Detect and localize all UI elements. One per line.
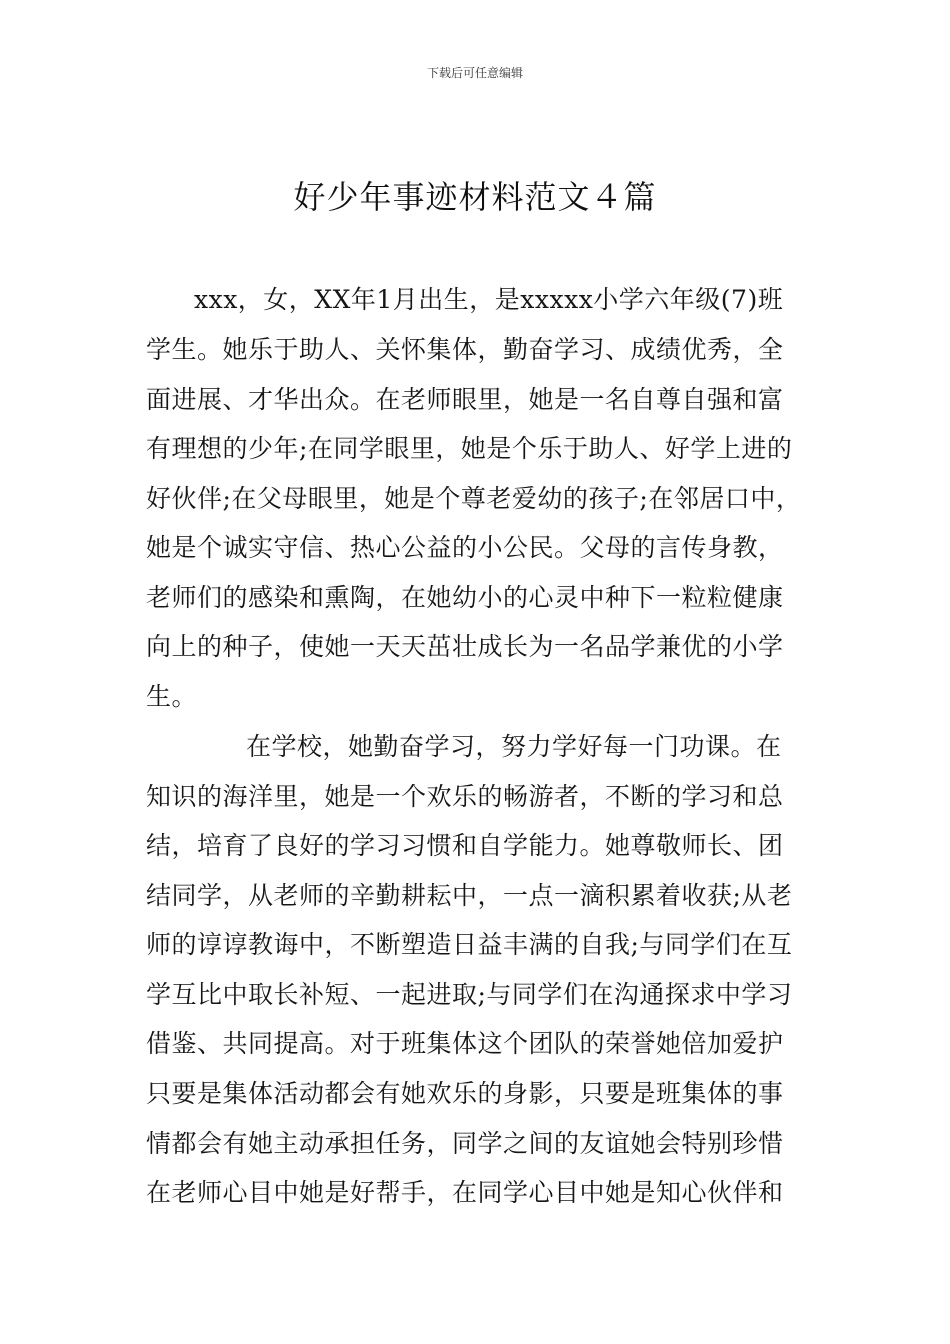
body-line: 好伙伴;在父母眼里，她是个尊老爱幼的孩子;在邻居口中， [146, 484, 802, 513]
body-line: 情都会有她主动承担任务，同学之间的友谊她会特别珍惜 [146, 1129, 784, 1158]
body-line: 生。 [146, 682, 198, 711]
body-line: xxx，女，XX年1月出生，是xxxxx小学六年级(7)班 [194, 285, 784, 314]
body-line: 学互比中取长补短、一起进取;与同学们在沟通探求中学习 [146, 980, 793, 1009]
body-line: 师的谆谆教诲中，不断塑造日益丰满的自我;与同学们在互 [146, 930, 793, 959]
page-header: 下载后可任意编辑 [426, 66, 523, 80]
body-line: 在学校，她勤奋学习，努力学好每一门功课。在 [246, 732, 782, 761]
body-line: 向上的种子，使她一天天茁壮成长为一名品学兼优的小学 [146, 632, 784, 661]
body-line: 结同学，从老师的辛勤耕耘中，一点一滴积累着收获;从老 [146, 881, 793, 910]
document-title: 好少年事迹材料范文４篇 [293, 178, 657, 216]
body-line: 老师们的感染和熏陶，在她幼小的心灵中种下一粒粒健康 [146, 583, 784, 612]
body-line: 有理想的少年;在同学眼里，她是个乐于助人、好学上进的 [146, 434, 793, 463]
body-line: 在老师心目中她是好帮手，在同学心目中她是知心伙伴和 [146, 1178, 784, 1207]
body-line: 面进展、才华出众。在老师眼里，她是一名自尊自强和富 [146, 385, 784, 414]
body-line: 学生。她乐于助人、关怀集体，勤奋学习、成绩优秀，全 [146, 335, 784, 364]
body-line: 知识的海洋里，她是一个欢乐的畅游者，不断的学习和总 [146, 782, 784, 811]
body-line: 只要是集体活动都会有她欢乐的身影，只要是班集体的事 [146, 1079, 784, 1108]
body-line: 她是个诚实守信、热心公益的小公民。父母的言传身教， [146, 533, 784, 562]
body-line: 结，培育了良好的学习习惯和自学能力。她尊敬师长、团 [146, 831, 784, 860]
body-line: 借鉴、共同提高。对于班集体这个团队的荣誉她倍加爱护 [146, 1029, 784, 1058]
